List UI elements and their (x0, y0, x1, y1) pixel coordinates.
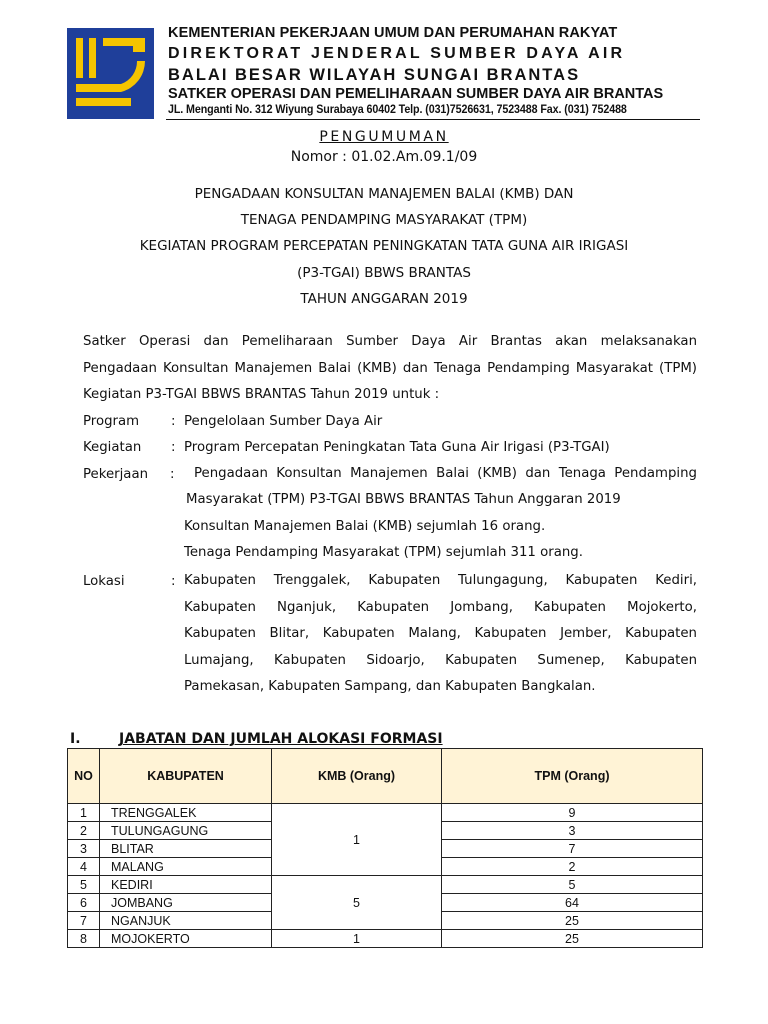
cell-tpm: 25 (442, 930, 703, 948)
cell-no: 4 (68, 858, 100, 876)
field-label: Pekerjaan (83, 467, 149, 482)
table-row (68, 930, 703, 948)
section-number: I. (70, 731, 81, 747)
letterhead-ministry: KEMENTERIAN PEKERJAAN UMUM DAN PERUMAHAN RAKYAT (168, 25, 618, 41)
cell-no: 7 (68, 912, 100, 930)
cell-no: 2 (68, 822, 100, 840)
cell-no: 1 (68, 804, 100, 822)
cell-kmb: 1 (272, 804, 442, 876)
letterhead-address: JL. Menganti No. 312 Wiyung Surabaya 60402 Telp. (031)7526631, 7523488 Fax. (031) 752488 (168, 104, 627, 116)
field-value: Program Percepatan Peningkatan Tata Guna Air Irigasi (P3-TGAI) (184, 440, 610, 455)
announcement-number: Nomor : 01.02.Am.09.1/09 (290, 149, 478, 165)
cell-kabupaten: MOJOKERTO (100, 930, 272, 948)
table-header-row (68, 749, 703, 804)
cell-tpm: 2 (442, 858, 703, 876)
cell-no: 8 (68, 930, 100, 948)
cell-kabupaten: MALANG (100, 858, 272, 876)
cell-kabupaten: JOMBANG (100, 894, 272, 912)
pekerjaan-line: Pengadaan Konsultan Manajemen Balai (KMB) dan Tenaga Pendamping (194, 466, 697, 481)
cell-kabupaten: KEDIRI (100, 876, 272, 894)
field-lokasi-value (184, 568, 697, 701)
lokasi-line: Kabupaten Trenggalek, Kabupaten Tulungagung, Kabupaten Kediri, (184, 573, 697, 588)
title-line-4: (P3-TGAI) BBWS BRANTAS (297, 265, 471, 281)
cell-no: 5 (68, 876, 100, 894)
header-kabupaten: KABUPATEN (100, 749, 272, 804)
cell-tpm: 9 (442, 804, 703, 822)
title-line-5: TAHUN ANGGARAN 2019 (300, 291, 468, 307)
cell-kabupaten: NGANJUK (100, 912, 272, 930)
field-value: Pengelolaan Sumber Daya Air (184, 414, 383, 429)
title-line-3: KEGIATAN PROGRAM PERCEPATAN PENINGKATAN TATA GUNA AIR IRIGASI (139, 238, 629, 254)
title-line-2: TENAGA PENDAMPING MASYARAKAT (TPM) (240, 212, 528, 228)
field-pekerjaan-value (194, 461, 697, 488)
letterhead-satker: SATKER OPERASI DAN PEMELIHARAAN SUMBER DAYA AIR BRANTAS (168, 86, 664, 102)
cell-tpm: 64 (442, 894, 703, 912)
field-label: Program (83, 414, 140, 429)
letterhead-balai: BALAI BESAR WILAYAH SUNGAI BRANTAS (168, 66, 581, 84)
letterhead-divider (166, 119, 700, 120)
letterhead-directorate: DIREKTORAT JENDERAL SUMBER DAYA AIR (168, 45, 626, 62)
cell-kabupaten: BLITAR (100, 840, 272, 858)
lokasi-line: Kabupaten Nganjuk, Kabupaten Jombang, Kabupaten Mojokerto, (184, 599, 697, 615)
header-tpm: TPM (Orang) (442, 749, 703, 804)
intro-line: Satker Operasi dan Pemeliharaan Sumber Daya Air Brantas akan melaksanakan (83, 334, 697, 349)
cell-tpm: 5 (442, 876, 703, 894)
header-kmb: KMB (Orang) (272, 749, 442, 804)
pekerjaan-line: Konsultan Manajemen Balai (KMB) sejumlah 16 orang. (184, 518, 546, 534)
field-colon: : (170, 467, 175, 482)
pekerjaan-line: Tenaga Pendamping Masyarakat (TPM) sejumlah 311 orang. (184, 545, 583, 560)
lokasi-line: Lumajang, Kabupaten Sidoarjo, Kabupaten Sumenep, Kabupaten (184, 652, 697, 668)
field-colon: : (171, 440, 176, 455)
cell-no: 6 (68, 894, 100, 912)
allocation-table (67, 748, 703, 948)
cell-tpm: 3 (442, 822, 703, 840)
table-row (68, 804, 703, 822)
title-line-1: PENGADAAN KONSULTAN MANAJEMEN BALAI (KMB) DAN (194, 186, 574, 202)
lokasi-line: Pamekasan, Kabupaten Sampang, dan Kabupaten Bangkalan. (184, 679, 596, 694)
pekerjaan-line: Masyarakat (TPM) P3-TGAI BBWS BRANTAS Tahun Anggaran 2019 (186, 492, 621, 507)
intro-line: Kegiatan P3-TGAI BBWS BRANTAS Tahun 2019 untuk : (83, 387, 440, 402)
section-title: JABATAN DAN JUMLAH ALOKASI FORMASI (119, 731, 443, 747)
cell-tpm: 7 (442, 840, 703, 858)
cell-kmb: 5 (272, 876, 442, 930)
intro-line: Pengadaan Konsultan Manajemen Balai (KMB) dan Tenaga Pendamping Masyarakat (TPM) (83, 360, 697, 376)
pu-logo-icon (67, 28, 154, 119)
field-colon: : (171, 414, 176, 429)
field-colon: : (171, 574, 176, 589)
letterhead (168, 26, 700, 119)
field-label: Kegiatan (83, 440, 142, 455)
cell-kabupaten: TRENGGALEK (100, 804, 272, 822)
announcement-heading: PENGUMUMAN (319, 129, 449, 145)
cell-tpm: 25 (442, 912, 703, 930)
lokasi-line: Kabupaten Blitar, Kabupaten Malang, Kabupaten Jember, Kabupaten (184, 626, 697, 641)
field-label: Lokasi (83, 574, 125, 589)
table-row (68, 876, 703, 894)
field-pekerjaan-value-cont (184, 487, 697, 567)
cell-no: 3 (68, 840, 100, 858)
cell-kmb: 1 (272, 930, 442, 948)
header-no: NO (68, 749, 100, 804)
cell-kabupaten: TULUNGAGUNG (100, 822, 272, 840)
intro-paragraph (83, 329, 697, 409)
